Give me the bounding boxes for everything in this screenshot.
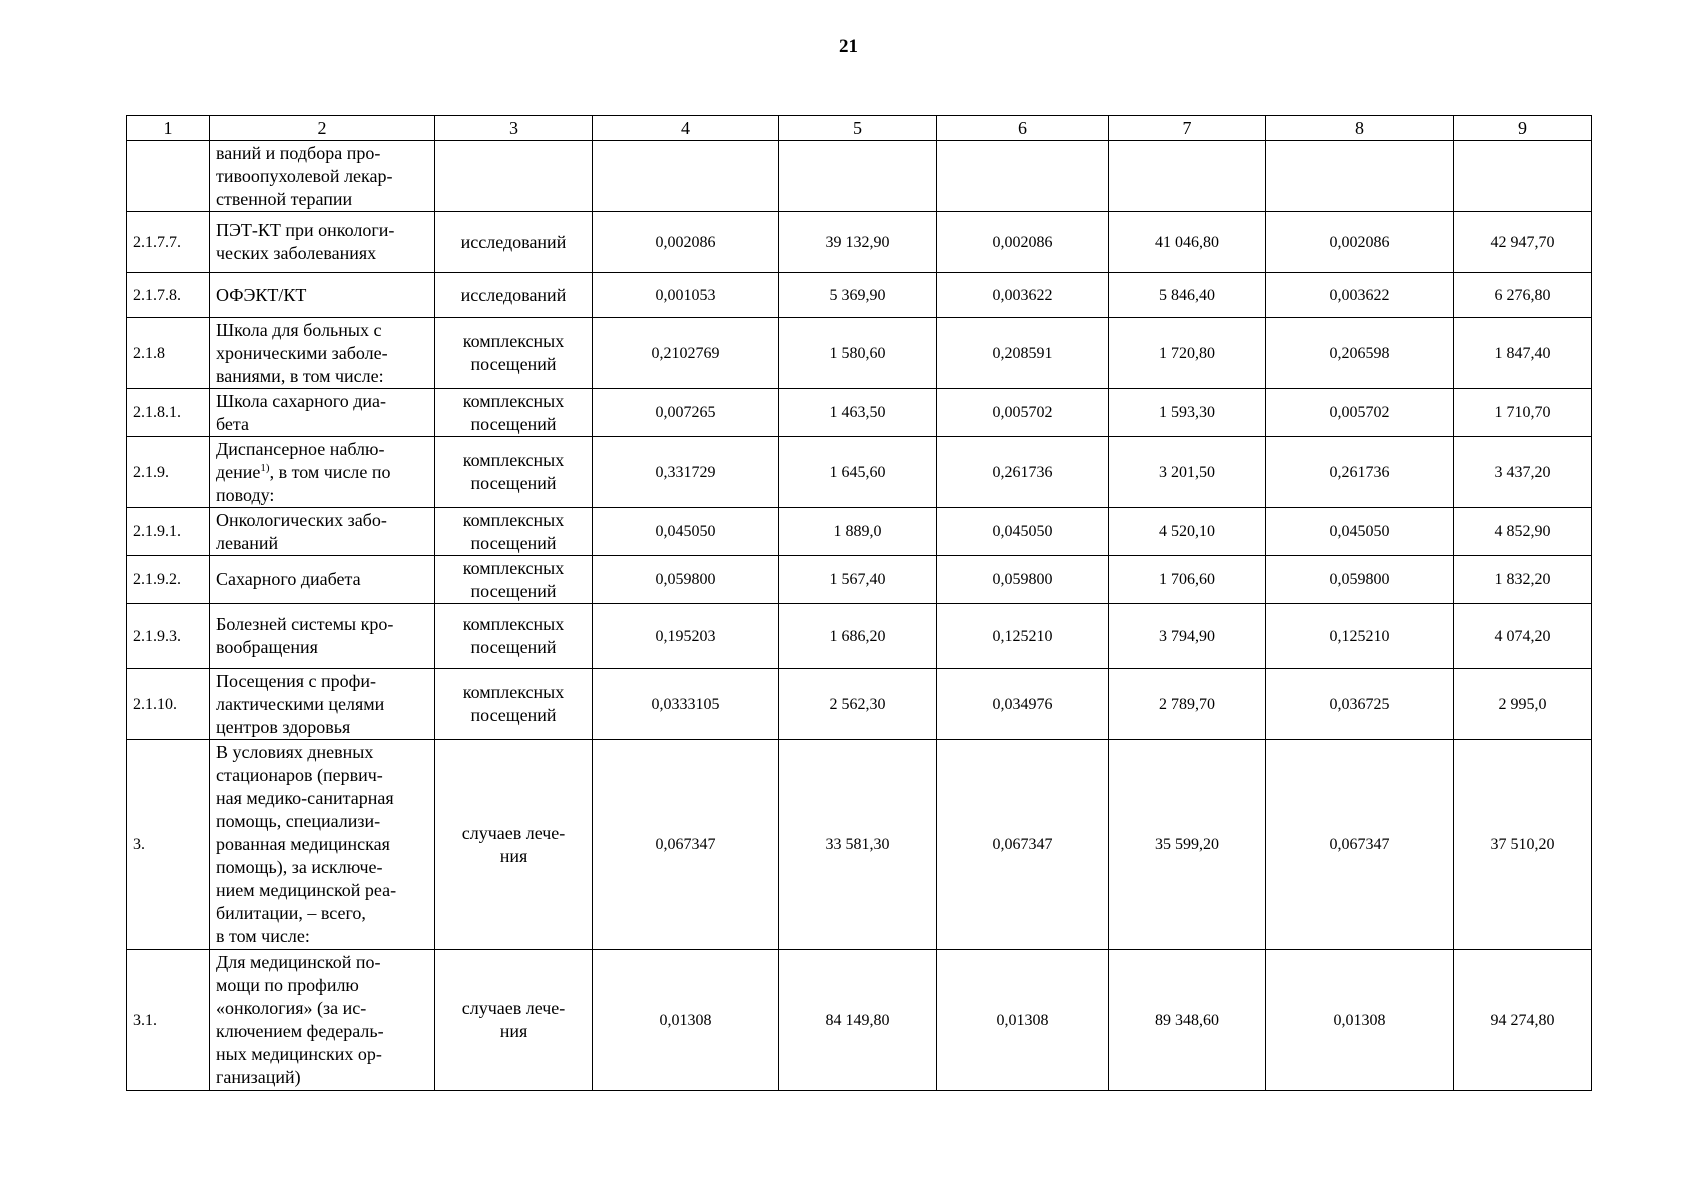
row-code: 2.1.7.8. xyxy=(127,273,210,318)
value-cell xyxy=(1454,141,1592,212)
value-cell: 0,001053 xyxy=(593,273,779,318)
row-unit xyxy=(435,141,593,212)
row-name: Для медицинской по- мощи по профилю «онкология» (за ис- ключением федераль- ных медицинских ор- ганизаций) xyxy=(210,950,435,1091)
column-header: 4 xyxy=(593,116,779,141)
value-cell: 1 847,40 xyxy=(1454,318,1592,389)
value-cell: 84 149,80 xyxy=(779,950,937,1091)
row-code: 2.1.8.1. xyxy=(127,389,210,437)
row-name: Школа сахарного диа- бета xyxy=(210,389,435,437)
table-row xyxy=(127,318,1592,389)
value-cell xyxy=(1109,141,1266,212)
value-cell xyxy=(937,141,1109,212)
row-code: 2.1.9.1. xyxy=(127,508,210,556)
value-cell: 0,067347 xyxy=(593,740,779,950)
footnote-marker: 1) xyxy=(260,461,270,474)
value-cell: 0,036725 xyxy=(1266,669,1454,740)
row-name: Школа для больных с хроническими заболе- ваниями, в том числе: xyxy=(210,318,435,389)
table-row xyxy=(127,273,1592,318)
value-cell: 3 201,50 xyxy=(1109,437,1266,508)
value-cell: 0,002086 xyxy=(593,212,779,273)
value-cell xyxy=(593,141,779,212)
value-cell: 0,059800 xyxy=(937,556,1109,604)
column-header: 9 xyxy=(1454,116,1592,141)
value-cell: 1 645,60 xyxy=(779,437,937,508)
column-header: 7 xyxy=(1109,116,1266,141)
table-row xyxy=(127,604,1592,669)
row-unit: случаев лече- ния xyxy=(435,740,593,950)
value-cell: 0,034976 xyxy=(937,669,1109,740)
row-name: Посещения с профи- лактическими целями центров здоровья xyxy=(210,669,435,740)
table-row xyxy=(127,556,1592,604)
value-cell: 1 720,80 xyxy=(1109,318,1266,389)
row-unit: случаев лече- ния xyxy=(435,950,593,1091)
row-unit: комплексных посещений xyxy=(435,318,593,389)
value-cell: 3 794,90 xyxy=(1109,604,1266,669)
value-cell: 0,045050 xyxy=(593,508,779,556)
column-number-row xyxy=(127,116,1592,141)
table-row xyxy=(127,212,1592,273)
value-cell: 0,01308 xyxy=(593,950,779,1091)
value-cell: 2 995,0 xyxy=(1454,669,1592,740)
row-name: Онкологических забо- леваний xyxy=(210,508,435,556)
value-cell: 0,125210 xyxy=(1266,604,1454,669)
row-unit: комплексных посещений xyxy=(435,604,593,669)
value-cell: 0,195203 xyxy=(593,604,779,669)
row-unit: комплексных посещений xyxy=(435,669,593,740)
value-cell: 0,003622 xyxy=(937,273,1109,318)
row-unit: комплексных посещений xyxy=(435,389,593,437)
row-name: Болезней системы кро- вообращения xyxy=(210,604,435,669)
row-unit: комплексных посещений xyxy=(435,437,593,508)
value-cell: 2 562,30 xyxy=(779,669,937,740)
table-row xyxy=(127,389,1592,437)
row-name: Сахарного диабета xyxy=(210,556,435,604)
row-unit: исследований xyxy=(435,212,593,273)
row-code xyxy=(127,141,210,212)
value-cell: 0,261736 xyxy=(1266,437,1454,508)
value-cell: 4 074,20 xyxy=(1454,604,1592,669)
value-cell: 42 947,70 xyxy=(1454,212,1592,273)
value-cell: 0,045050 xyxy=(937,508,1109,556)
value-cell: 1 706,60 xyxy=(1109,556,1266,604)
column-header: 8 xyxy=(1266,116,1454,141)
column-header: 1 xyxy=(127,116,210,141)
table-row xyxy=(127,437,1592,508)
value-cell: 1 580,60 xyxy=(779,318,937,389)
value-cell: 5 846,40 xyxy=(1109,273,1266,318)
row-name: ваний и подбора про- тивоопухолевой лекар- ственной терапии xyxy=(210,141,435,212)
value-cell: 0,2102769 xyxy=(593,318,779,389)
value-cell: 1 889,0 xyxy=(779,508,937,556)
table-row xyxy=(127,508,1592,556)
row-name-part: Диспансерное наблю- дение xyxy=(216,438,385,482)
value-cell: 0,206598 xyxy=(1266,318,1454,389)
value-cell: 0,002086 xyxy=(1266,212,1454,273)
row-name: ОФЭКТ/КТ xyxy=(210,273,435,318)
value-cell: 1 686,20 xyxy=(779,604,937,669)
table-row xyxy=(127,950,1592,1091)
value-cell: 1 832,20 xyxy=(1454,556,1592,604)
row-name: ПЭТ-КТ при онкологи- ческих заболеваниях xyxy=(210,212,435,273)
value-cell: 0,125210 xyxy=(937,604,1109,669)
row-code: 3.1. xyxy=(127,950,210,1091)
row-code: 2.1.8 xyxy=(127,318,210,389)
column-header: 6 xyxy=(937,116,1109,141)
row-code: 2.1.9.3. xyxy=(127,604,210,669)
value-cell: 89 348,60 xyxy=(1109,950,1266,1091)
value-cell: 5 369,90 xyxy=(779,273,937,318)
row-name-part: , в том числе по поводу: xyxy=(216,461,391,505)
value-cell: 0,067347 xyxy=(937,740,1109,950)
column-header: 2 xyxy=(210,116,435,141)
value-cell: 0,261736 xyxy=(937,437,1109,508)
value-cell: 1 463,50 xyxy=(779,389,937,437)
row-code: 2.1.9.2. xyxy=(127,556,210,604)
value-cell: 37 510,20 xyxy=(1454,740,1592,950)
value-cell: 1 567,40 xyxy=(779,556,937,604)
row-unit: исследований xyxy=(435,273,593,318)
value-cell: 0,045050 xyxy=(1266,508,1454,556)
column-header: 3 xyxy=(435,116,593,141)
value-cell: 0,01308 xyxy=(1266,950,1454,1091)
page-number: 21 xyxy=(839,36,858,57)
value-cell: 4 520,10 xyxy=(1109,508,1266,556)
value-cell: 33 581,30 xyxy=(779,740,937,950)
row-unit: комплексных посещений xyxy=(435,508,593,556)
value-cell: 0,059800 xyxy=(593,556,779,604)
row-code: 2.1.10. xyxy=(127,669,210,740)
row-name xyxy=(210,437,435,508)
value-cell: 0,007265 xyxy=(593,389,779,437)
table-row xyxy=(127,141,1592,212)
value-cell: 0,003622 xyxy=(1266,273,1454,318)
value-cell: 6 276,80 xyxy=(1454,273,1592,318)
value-cell: 0,01308 xyxy=(937,950,1109,1091)
table-row xyxy=(127,740,1592,950)
value-cell: 0,005702 xyxy=(937,389,1109,437)
value-cell: 0,067347 xyxy=(1266,740,1454,950)
value-cell: 3 437,20 xyxy=(1454,437,1592,508)
table-row xyxy=(127,669,1592,740)
value-cell xyxy=(1266,141,1454,212)
value-cell: 0,0333105 xyxy=(593,669,779,740)
column-header: 5 xyxy=(779,116,937,141)
value-cell: 0,331729 xyxy=(593,437,779,508)
value-cell: 0,208591 xyxy=(937,318,1109,389)
row-unit: комплексных посещений xyxy=(435,556,593,604)
value-cell: 35 599,20 xyxy=(1109,740,1266,950)
value-cell: 39 132,90 xyxy=(779,212,937,273)
value-cell: 4 852,90 xyxy=(1454,508,1592,556)
row-code: 2.1.9. xyxy=(127,437,210,508)
value-cell: 41 046,80 xyxy=(1109,212,1266,273)
value-cell: 1 593,30 xyxy=(1109,389,1266,437)
data-table xyxy=(126,115,1592,1091)
row-name: В условиях дневных стационаров (первич- ная медико-санитарная помощь, специализи- рованная медицинская помощь), за исключе- нием медицинской реа- билитации, – всего, в том числе: xyxy=(210,740,435,950)
value-cell: 1 710,70 xyxy=(1454,389,1592,437)
row-code: 2.1.7.7. xyxy=(127,212,210,273)
value-cell xyxy=(779,141,937,212)
value-cell: 94 274,80 xyxy=(1454,950,1592,1091)
value-cell: 0,005702 xyxy=(1266,389,1454,437)
value-cell: 2 789,70 xyxy=(1109,669,1266,740)
value-cell: 0,002086 xyxy=(937,212,1109,273)
row-code: 3. xyxy=(127,740,210,950)
value-cell: 0,059800 xyxy=(1266,556,1454,604)
